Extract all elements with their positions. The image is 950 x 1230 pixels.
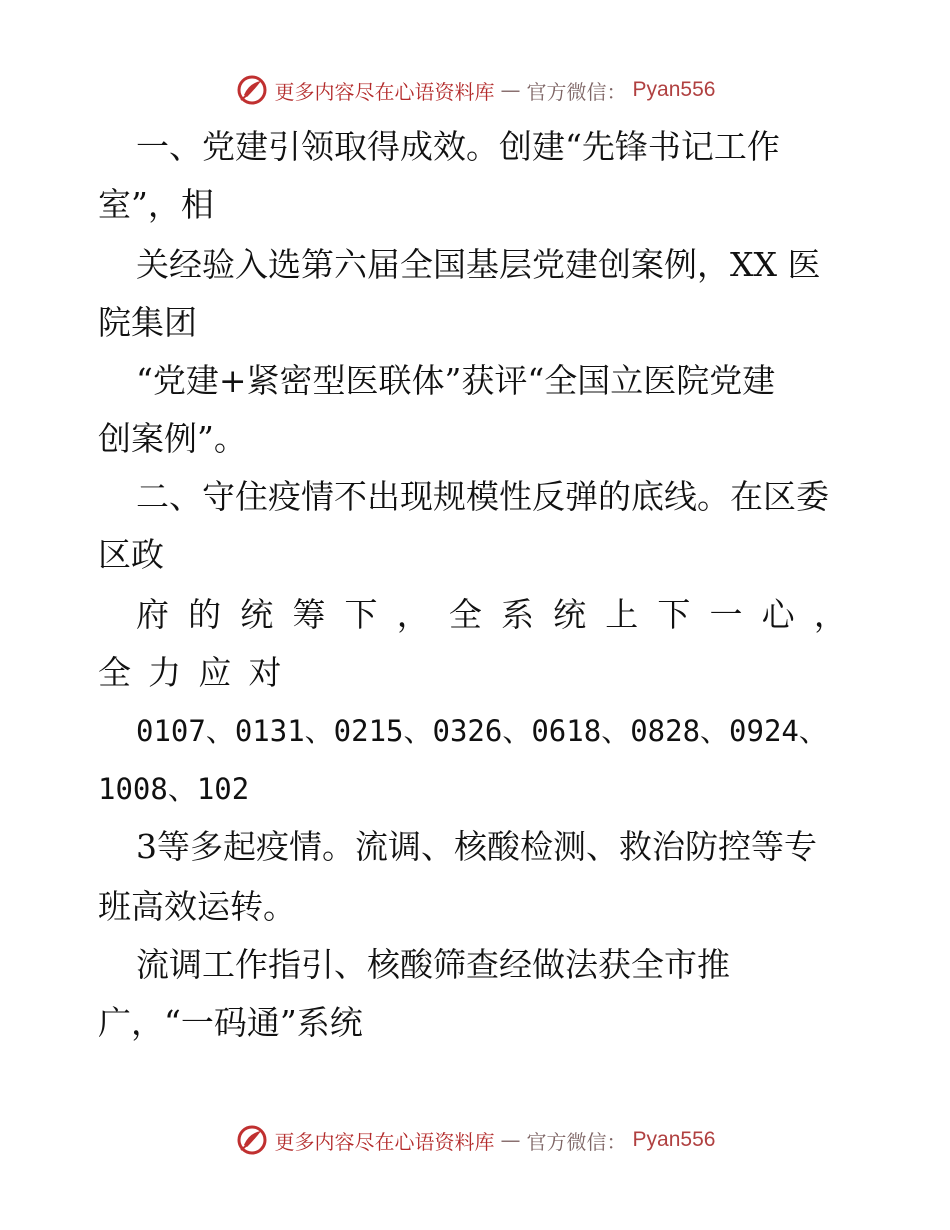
paragraph-line: 流调工作指引、核酸筛查经做法获全市推 [136,945,730,984]
paragraph-line: 广，“一码通”系统 [98,1003,363,1042]
paragraph-line: 3等多起疫情。流调、核酸检测、救治防控等专 [136,827,817,866]
footer-watermark [0,1120,950,1160]
paragraph-line: 一、党建引领取得成效。创建“先锋书记工作 [136,127,780,166]
paragraph-line: 班高效运转。 [98,887,296,926]
paragraph-line: 院集团 [98,303,197,342]
watermark-wechat-id: Pyan556 [632,1128,716,1151]
watermark-wechat-id: Pyan556 [632,78,716,101]
watermark-wechat-label: 官方微信： [526,79,627,104]
header-watermark [0,70,950,110]
paragraph-line: 1008、102 [98,772,250,806]
paragraph-line: 全力应对 [98,653,299,692]
paragraph-line: 区政 [98,535,164,574]
watermark-wechat-label: 官方微信： [526,1129,627,1154]
watermark-separator: — [500,1128,521,1152]
brush-logo-icon [235,1123,269,1157]
paragraph-line: 创案例”。 [98,419,247,458]
paragraph-line: 府的统筹下，全系统上下一心， [136,595,866,634]
watermark-text: 更多内容尽在心语资料库 [274,1129,495,1154]
paragraph-line: 关经验入选第六届全国基层党建创案例，XX 医 [136,245,821,284]
paragraph-line: “党建+紧密型医联体”获评“全国立医院党建 [136,361,776,400]
paragraph-line: 0107、0131、0215、0326、0618、0828、0924、 [136,714,828,748]
brush-logo-icon [235,73,269,107]
watermark-text: 更多内容尽在心语资料库 [274,79,495,104]
paragraph-line: 室”，相 [98,185,214,224]
paragraph-line: 二、守住疫情不出现规模性反弹的底线。在区委 [136,477,829,516]
watermark-separator: — [500,78,521,102]
